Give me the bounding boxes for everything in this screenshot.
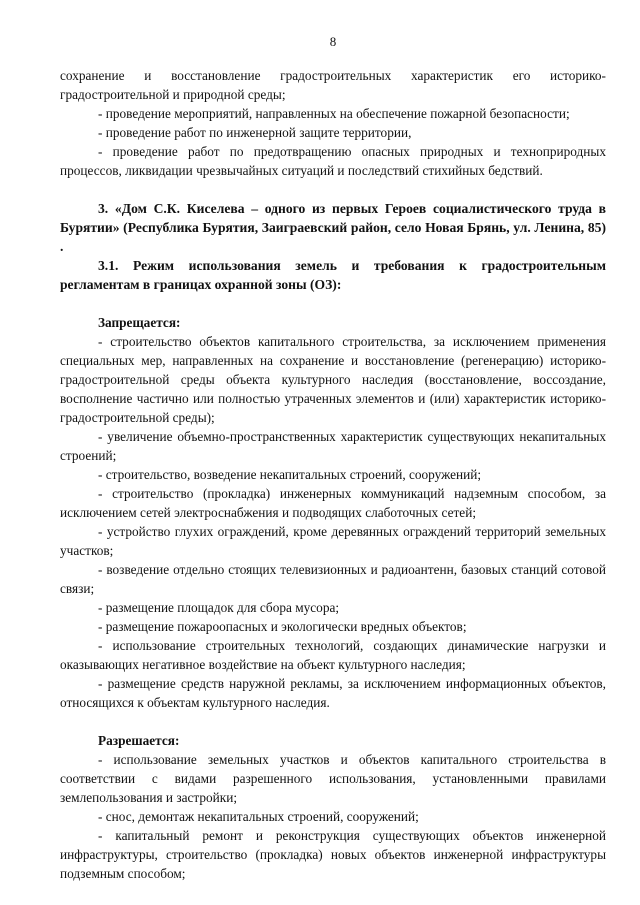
spacer [60,294,606,313]
prohibited-item: - возведение отдельно стоящих телевизионных и радиоантенн, базовых станций сотовой связи; [60,562,606,596]
prohibited-item: - строительство, возведение некапитальных строений, сооружений; [98,467,482,482]
allowed-item: - капитальный ремонт и реконструкция существующих объектов инженерной инфраструктуры, строительство (прокладка) новых объектов инженерной инфраструктуры подземным способом; [60,828,606,881]
prohibited-item: - размещение средств наружной рекламы, за исключением информационных объектов, относящихся к объектам культурного наследия. [60,676,606,710]
prohibited-block [60,313,606,712]
prohibited-item: - размещение пожароопасных и экологически вредных объектов; [98,619,467,634]
allowed-item: - снос, демонтаж некапитальных строений, сооружений; [98,809,419,824]
intro-block [60,66,606,180]
spacer [60,180,606,199]
prohibited-item: - строительство (прокладка) инженерных коммуникаций надземным способом, за исключением сетей электроснабжения и подводящих слаботочных сетей; [60,486,606,520]
prohibited-item: - размещение площадок для сбора мусора; [98,600,340,615]
prohibited-label: Запрещается: [98,315,181,330]
intro-paragraph-1: сохранение и восстановление градостроительных характеристик его историко-градостроительной и природной среды; [60,68,606,102]
allowed-label: Разрешается: [98,733,180,748]
prohibited-item: - устройство глухих ограждений, кроме деревянных ограждений территорий земельных участков; [60,524,606,558]
intro-paragraph-2: - проведение мероприятий, направленных на обеспечение пожарной безопасности; [98,106,570,121]
allowed-block [60,731,606,883]
prohibited-item: - строительство объектов капитального строительства, за исключением применения специальных мер, направленных на сохранение и восстановление (регенерацию) историко-градостроительной среды объекта культурного наследия (восстановление, воссоздание, восполнение частично или полностью утраченных элементов и (или) характеристик историко-градостроительной среды); [60,334,606,425]
intro-paragraph-3: - проведение работ по инженерной защите территории, [98,125,412,140]
intro-paragraph-4: - проведение работ по предотвращению опасных природных и технoприродных процессов, ликвидации чрезвычайных ситуаций и последствий стихийных бедствий. [60,144,606,178]
prohibited-item: - использование строительных технологий, создающих динамические нагрузки и оказывающих негативное воздействие на объект культурного наследия; [60,638,606,672]
allowed-item: - использование земельных участков и объектов капитального строительства в соответствии с видами разрешенного использования, установленными правилами землепользования и застройки; [60,752,606,805]
prohibited-item: - увеличение объемно-пространственных характеристик существующих некапитальных строений; [60,429,606,463]
section-subtitle: 3.1. Режим использования земель и требования к градостроительным регламентам в границах охранной зоны (ОЗ): [60,258,606,292]
section-title: 3. «Дом С.К. Киселева – одного из первых Героев социалистического труда в Бурятии» (Республика Бурятия, Заиграевский район, село Новая Брянь, ул. Ленина, 85) . [60,201,606,254]
section-3 [60,199,606,294]
page-number: 8 [329,34,337,49]
spacer [60,712,606,731]
